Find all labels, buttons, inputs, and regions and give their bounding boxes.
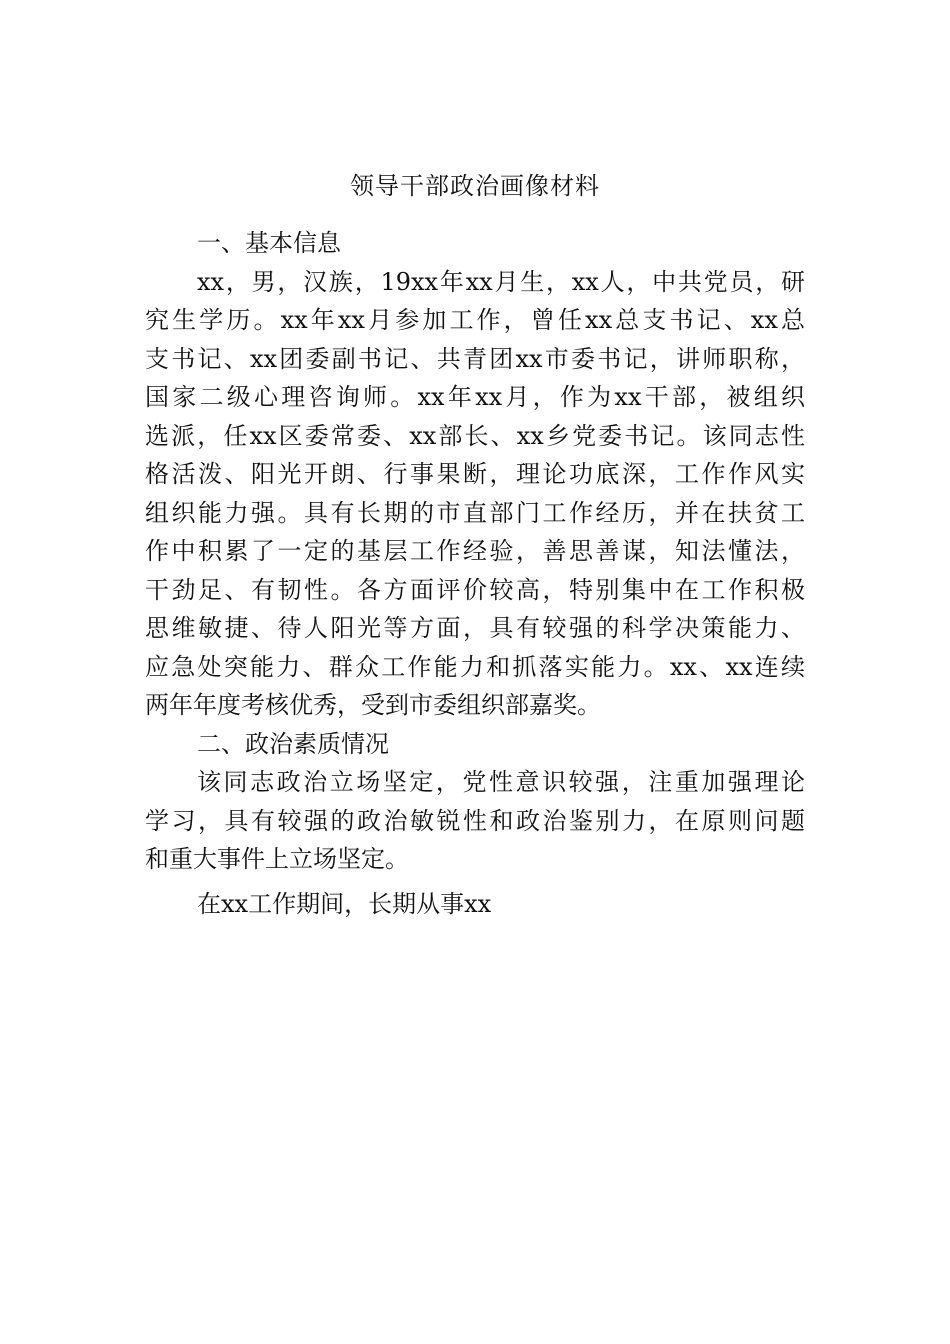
document-title: 领导干部政治画像材料 <box>350 172 600 200</box>
paragraph-line: 该同志政治立场坚定，党性意识较强，注重加强理论 <box>197 768 805 796</box>
paragraph-line: 在xx工作期间，长期从事xx <box>197 889 492 918</box>
section-heading-political-quality: 二、政治素质情况 <box>197 729 389 758</box>
paragraph-line: 组织能力强。具有长期的市直部门工作经历，并在扶贫工 <box>145 498 805 527</box>
paragraph-line: 和重大事件上立场坚定。 <box>145 845 409 873</box>
document-body <box>145 224 805 923</box>
paragraph-line: 选派，任xx区委常委、xx部长、xx乡党委书记。该同志性 <box>145 421 805 450</box>
paragraph-line: 思维敏捷、待人阳光等方面，具有较强的科学决策能力、 <box>145 614 805 642</box>
paragraph-line: 支书记、xx团委副书记、共青团xx市委书记，讲师职称， <box>145 344 805 373</box>
paragraph-line: xx，男，汉族，19xx年xx月生，xx人，中共党员，研 <box>197 267 805 296</box>
paragraph-line: 应急处突能力、群众工作能力和抓落实能力。xx、xx连续 <box>145 652 805 681</box>
paragraph-line: 作中积累了一定的基层工作经验，善思善谋，知法懂法， <box>145 537 805 565</box>
paragraph-line: 国家二级心理咨询师。xx年xx月，作为xx干部，被组织 <box>145 383 805 411</box>
section-heading-basic-info: 一、基本信息 <box>197 229 341 257</box>
paragraph-line: 究生学历。xx年xx月参加工作，曾任xx总支书记、xx总 <box>145 306 805 334</box>
paragraph-line: 两年年度考核优秀，受到市委组织部嘉奖。 <box>145 691 601 719</box>
paragraph-line: 干劲足、有韧性。各方面评价较高，特别集中在工作积极 <box>145 575 805 604</box>
paragraph-line: 格活泼、阳光开朗、行事果断，理论功底深，工作作风实 <box>145 460 805 488</box>
paragraph-line: 学习，具有较强的政治敏锐性和政治鉴别力，在原则问题 <box>145 806 805 835</box>
